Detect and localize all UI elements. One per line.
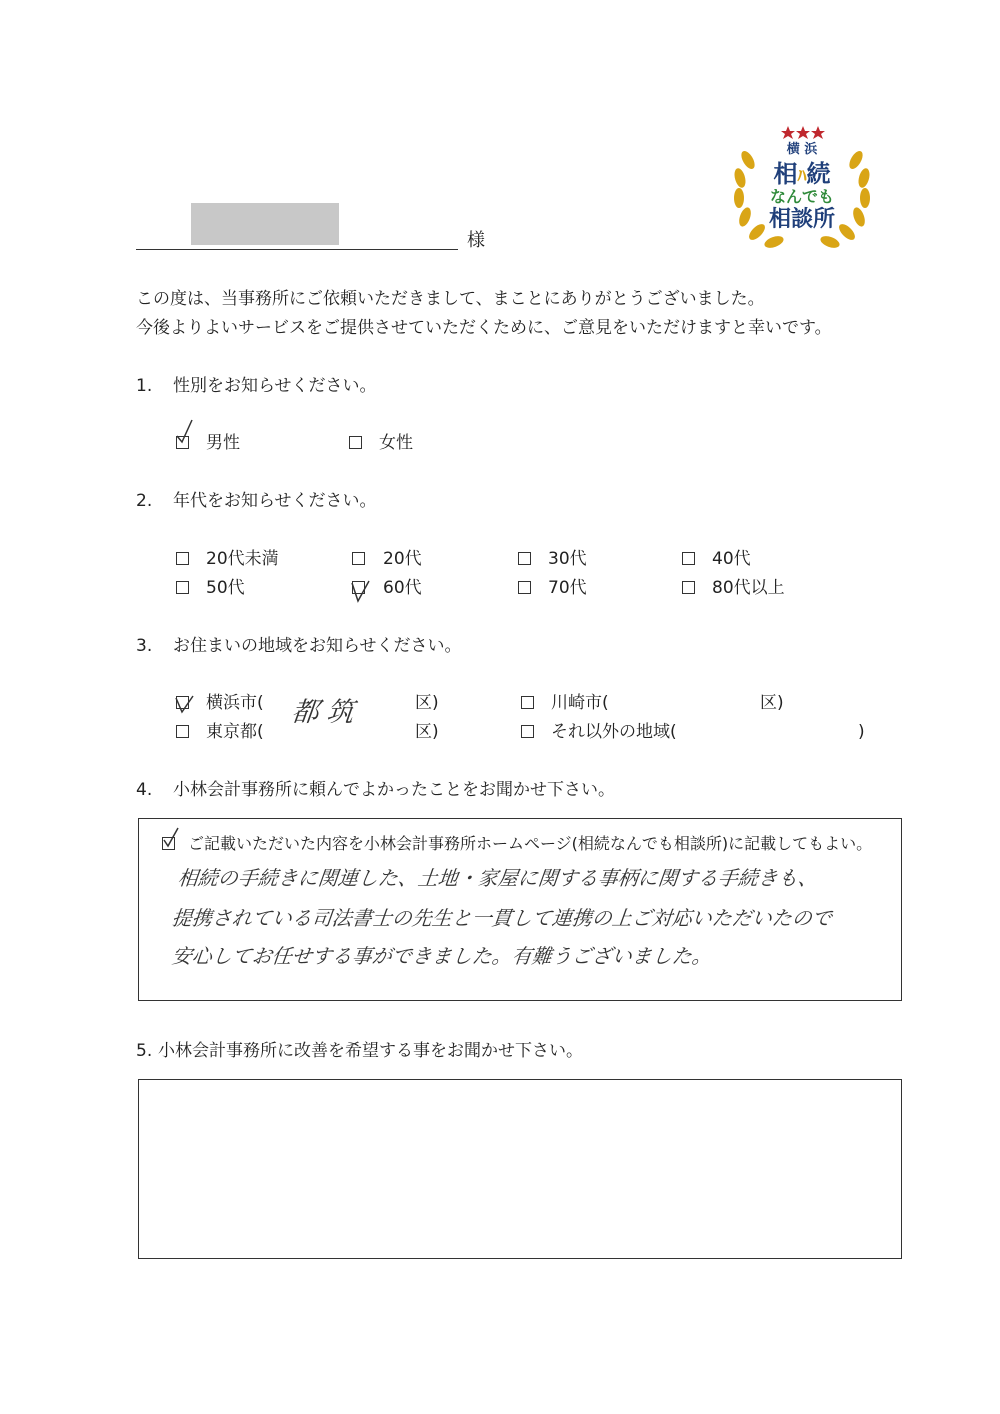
q2-number: 2. xyxy=(136,491,153,511)
checkbox-age-30s[interactable] xyxy=(518,552,531,565)
option-age-20s: 20代 xyxy=(383,549,422,569)
checkbox-age-20s[interactable] xyxy=(352,552,365,565)
q1-number: 1. xyxy=(136,376,153,396)
intro-line2: 今後よりよいサービスをご提供させていただくために、ご意見をいただけますと幸いです。 xyxy=(136,318,832,338)
checkbox-other-area[interactable] xyxy=(521,725,534,738)
q5-answer-box[interactable] xyxy=(138,1079,902,1259)
logo-seal xyxy=(728,120,876,255)
handwritten-ward: 都筑 xyxy=(290,697,364,728)
option-male: 男性 xyxy=(206,433,240,453)
option-age-80plus: 80代以上 xyxy=(712,578,785,598)
option-tokyo: 東京都( xyxy=(206,722,264,742)
consent-text: ご記載いただいた内容を小林会計事務所ホームページ(相続なんでも相談所)に記載してもよい。 xyxy=(188,834,873,853)
logo-line2-right: 続 xyxy=(806,160,831,188)
checkbox-age-70s[interactable] xyxy=(518,581,531,594)
name-underline xyxy=(136,249,458,250)
checkmark-icon xyxy=(160,826,182,852)
q1-question: 性別をお知らせください。 xyxy=(173,376,377,396)
option-yokohama: 横浜市( xyxy=(206,693,264,713)
checkmark-icon xyxy=(172,418,194,444)
option-age-40s: 40代 xyxy=(712,549,751,569)
checkbox-kawasaki[interactable] xyxy=(521,696,534,709)
checkbox-tokyo[interactable] xyxy=(176,725,189,738)
honorific: 様 xyxy=(467,230,485,251)
checkbox-age-under20[interactable] xyxy=(176,552,189,565)
q5-number: 5. xyxy=(136,1041,153,1061)
checkbox-age-40s[interactable] xyxy=(682,552,695,565)
logo-line2-left: 相 xyxy=(773,160,798,188)
logo-line1: 横 浜 xyxy=(786,142,818,157)
answer-line-2: 提携されている司法書士の先生と一貫して連携の上ご対応いただいたので xyxy=(170,906,834,930)
redacted-name xyxy=(191,203,339,245)
checkbox-age-80plus[interactable] xyxy=(682,581,695,594)
option-other-area: それ以外の地域( xyxy=(551,722,677,742)
option-age-60s: 60代 xyxy=(383,578,422,598)
option-age-70s: 70代 xyxy=(548,578,587,598)
answer-line-3: 安心してお任せする事ができました。有難うございました。 xyxy=(170,944,714,968)
q5-question: 小林会計事務所に改善を希望する事をお聞かせ下さい。 xyxy=(158,1041,583,1061)
logo-line3: なんでも xyxy=(769,187,834,206)
option-age-30s: 30代 xyxy=(548,549,587,569)
option-age-50s: 50代 xyxy=(206,578,245,598)
yokohama-ku: 区) xyxy=(415,693,439,713)
option-kawasaki: 川崎市( xyxy=(551,693,609,713)
checkbox-age-50s[interactable] xyxy=(176,581,189,594)
intro-line1: この度は、当事務所にご依頼いただきまして、まことにありがとうございました。 xyxy=(136,289,765,309)
kawasaki-ku: 区) xyxy=(760,693,784,713)
other-area-close: ) xyxy=(858,722,865,742)
answer-line-1: 相続の手続きに関連した、土地・家屋に関する事柄に関する手続きも、 xyxy=(176,866,820,890)
checkmark-icon xyxy=(349,577,371,603)
checkbox-female[interactable] xyxy=(349,436,362,449)
q3-question: お住まいの地域をお知らせください。 xyxy=(173,636,462,656)
q3-number: 3. xyxy=(136,636,153,656)
checkmark-icon xyxy=(173,690,195,716)
tokyo-ku: 区) xyxy=(415,722,439,742)
q4-number: 4. xyxy=(136,780,153,800)
q2-question: 年代をお知らせください。 xyxy=(173,491,377,511)
logo-line4: 相談所 xyxy=(768,207,835,232)
q4-question: 小林会計事務所に頼んでよかったことをお聞かせ下さい。 xyxy=(173,780,615,800)
option-female: 女性 xyxy=(379,433,413,453)
option-age-under20: 20代未満 xyxy=(206,549,279,569)
logo-line2: 相ﾊ続 xyxy=(773,160,831,188)
